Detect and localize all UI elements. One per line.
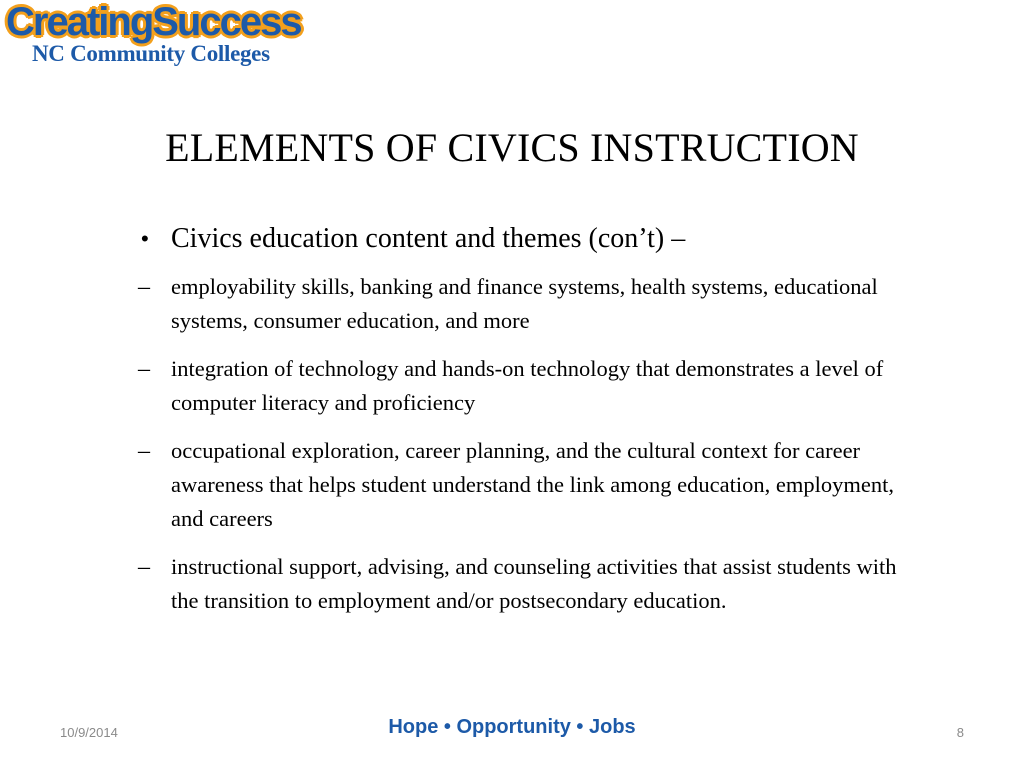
sub-bullet-item: [138, 550, 928, 618]
main-bullet: [138, 222, 928, 256]
slide-title: ELEMENTS OF CIVICS INSTRUCTION: [165, 125, 859, 170]
logo: [6, 0, 346, 74]
slide-content: [138, 222, 928, 632]
dash-marker: –: [138, 356, 150, 382]
dash-marker: –: [138, 274, 150, 300]
bullet-marker: •: [141, 226, 149, 251]
dash-marker: –: [138, 438, 150, 464]
logo-main-text: CreatingSuccess: [6, 0, 301, 44]
logo-sub-text: NC Community Colleges: [32, 41, 270, 66]
main-bullet-text: Civics education content and themes (con’t) –: [171, 223, 686, 254]
sub-bullet-item: [138, 270, 928, 338]
page-number: 8: [956, 725, 964, 740]
footer-tagline: Hope • Opportunity • Jobs: [388, 716, 636, 738]
sub-bullet-text: employability skills, banking and finance systems, health systems, educational systems, consumer education, and more: [171, 274, 878, 333]
sub-bullet-list: [138, 270, 928, 618]
dash-marker: –: [138, 554, 150, 580]
sub-bullet-text: instructional support, advising, and counseling activities that assist students with the transition to employment and/or postsecondary education.: [171, 554, 897, 613]
footer-date: 10/9/2014: [60, 725, 118, 740]
sub-bullet-item: [138, 434, 928, 536]
sub-bullet-text: integration of technology and hands-on technology that demonstrates a level of computer literacy and proficiency: [171, 356, 884, 415]
sub-bullet-item: [138, 352, 928, 420]
sub-bullet-text: occupational exploration, career planning, and the cultural context for career awareness that helps student understand the link among education, employment, and careers: [171, 438, 894, 531]
